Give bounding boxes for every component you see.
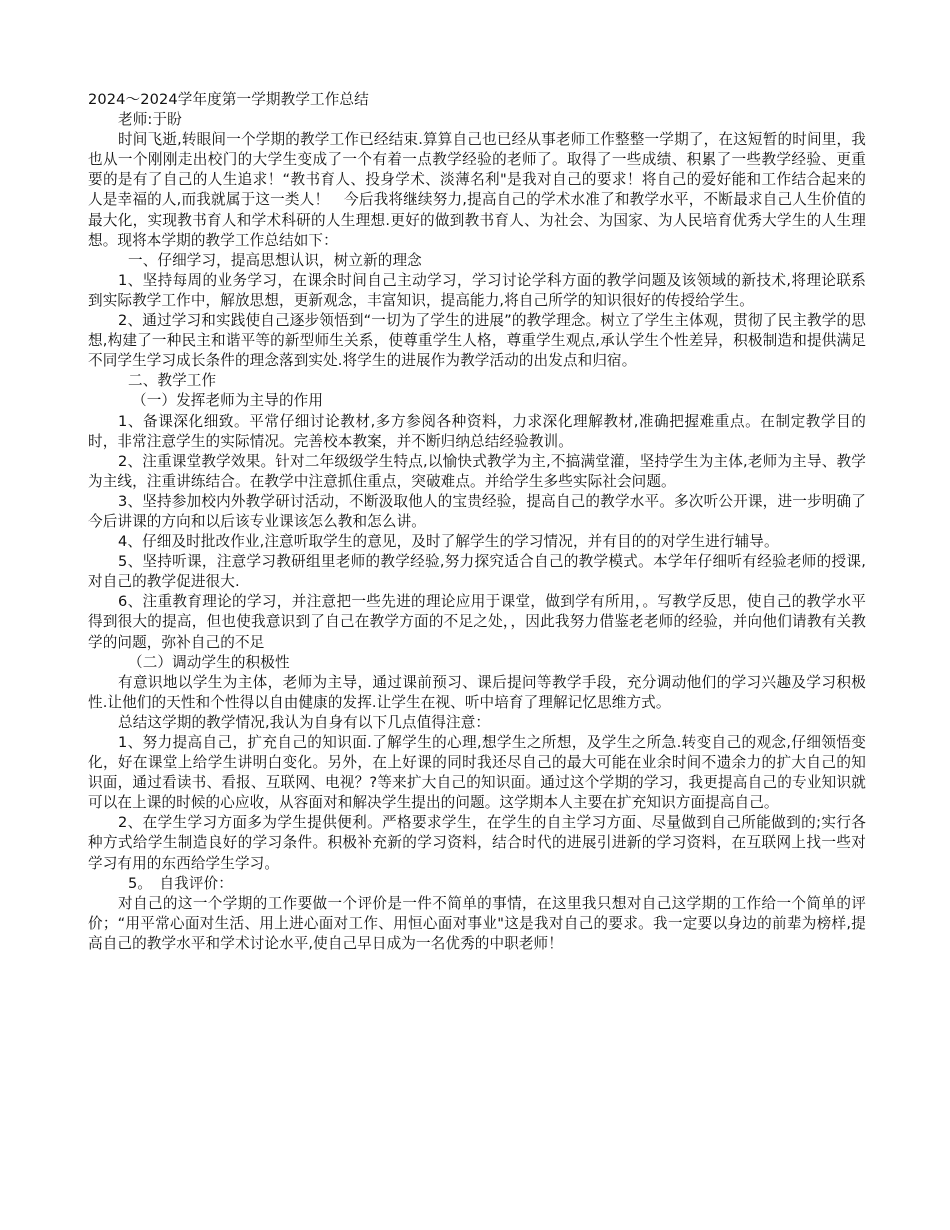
section-2-heading: 二、教学工作 <box>128 372 217 390</box>
summary-intro: 总结这学期的教学情况,我认为自身有以下几点值得注意： <box>118 713 491 731</box>
section-2-sub-2-heading: （二）调动学生的积极性 <box>128 653 290 671</box>
motivation-paragraph: 有意识地以学生为主体，老师为主导，通过课前预习、课后提问等教学手段，充分调动他们的学习兴趣及学习积极性.让他们的天性和个性得以自由健康的发挥.让学生在视、听中培育了理解记忆思维方式。 <box>88 673 866 711</box>
teaching-item-5: 5、坚持听课，注意学习教研组里老师的教学经验,努力探究适合自己的教学模式。本学年仔细听有经验老师的授课,对自己的教学促进很大. <box>88 553 866 591</box>
intro-paragraph: 时间飞逝,转眼间一个学期的教学工作已经结束.算算自己也已经从事老师工作整整一学期了，在这短暂的时间里，我也从一个刚刚走出校门的大学生变成了一个有着一点教学经验的老师了。取得了一些成绩、积累了一些教学经验、更重要的是有了自己的人生追求！“教书育人、投身学术、淡薄名利"是我对自己的要求！将自己的爱好能和工作结合起来的人是幸福的人,而我就属于这一类人！ 今后我将继续努力,提高自己的学术水准了和教学水平，不断最求自己人生价值的最大化，实现教书育人和学术科研的人生理想.更好的做到教书育人、为社会、为国家、为人民培育优秀大学生的人生理想。现将本学期的教学工作总结如下： <box>88 131 866 249</box>
document-page <box>88 90 866 954</box>
self-evaluation-paragraph: 对自己的这一个学期的工作要做一个评价是一件不简单的事情，在这里我只想对自己这学期的工作给一个简单的评价；“用平常心面对生活、用上进心面对工作、用恒心面对事业"这是我对自己的要求。我一定要以身边的前辈为榜样,提高自己的教学水平和学术讨论水平,使自己早日成为一名优秀的中职老师！ <box>88 894 866 952</box>
teaching-item-2: 2、注重课堂教学效果。针对二年级级学生特点,以愉快式教学为主,不搞满堂灌，坚持学生为主体,老师为主导、教学为主线，注重讲练结合。在教学中注意抓住重点，突破难点。并给学生多些实际社会问题。 <box>88 452 866 490</box>
section-1-item-2: 2、通过学习和实践使自己逐步领悟到“一切为了学生的进展”的教学理念。树立了学生主体观，贯彻了民主教学的思想,构建了一种民主和谐平等的新型师生关系，使尊重学生人格，尊重学生观点,承认学生个性差异，积极制造和提供满足不同学生学习成长条件的理念落到实处.将学生的进展作为教学活动的出发点和归宿。 <box>88 312 866 370</box>
teaching-item-6: 6、注重教育理论的学习，并注意把一些先进的理论应用于课堂，做到学有所用，。写教学反思，使自己的教学水平得到很大的提高，但也使我意识到了自己在教学方面的不足之处，，因此我努力借鉴老老师的经验，并向他们请教有关教学的问题，弥补自己的不足 <box>88 593 866 651</box>
teaching-item-3: 3、坚持参加校内外教学研讨活动，不断汲取他人的宝贵经验，提高自己的教学水平。多次听公开课，进一步明确了今后讲课的方向和以后该专业课该怎么教和怎么讲。 <box>88 492 866 530</box>
summary-item-1: 1、努力提高自己，扩充自己的知识面.了解学生的心理,想学生之所想，及学生之所急.转变自己的观念,仔细领悟变化，好在课堂上给学生讲明白变化。另外，在上好课的同时我还尽自己的最大可能在业余时间不遗余力的扩大自己的知识面，通过看读书、看报、互联网、电视？?等来扩大自己的知识面。通过这个学期的学习，我更提高自己的专业知识就可以在上课的时候的心应收，从容面对和解决学生提出的问题。这学期本人主要在扩充知识方面提高自己。 <box>88 734 866 812</box>
self-evaluation-heading: 5。 自我评价： <box>128 874 233 892</box>
section-1-item-1: 1、坚持每周的业务学习，在课余时间自己主动学习，学习讨论学科方面的教学问题及该领域的新技术,将理论联系到实际教学工作中，解放思想，更新观念，丰富知识，提高能力,将自己所学的知识很好的传授给学生。 <box>88 271 866 309</box>
section-2-sub-1-heading: （一）发挥老师为主导的作用 <box>132 392 324 410</box>
teaching-item-1: 1、备课深化细致。平常仔细讨论教材,多方参阅各种资料，力求深化理解教材,准确把握难重点。在制定教学目的时，非常注意学生的实际情况。完善校本教案，并不断归纳总结经验教训。 <box>88 412 866 450</box>
teaching-item-4: 4、仔细及时批改作业,注意听取学生的意见，及时了解学生的学习情况，并有目的的对学生进行辅导。 <box>118 533 779 551</box>
author-line: 老师:于盼 <box>118 111 182 129</box>
section-1-heading: 一、仔细学习，提高思想认识，树立新的理念 <box>128 251 422 269</box>
document-title: 2024～2024学年度第一学期教学工作总结 <box>88 91 369 108</box>
summary-item-2: 2、在学生学习方面多为学生提供便利。严格要求学生，在学生的自主学习方面、尽量做到自己所能做到的;实行各种方式给学生制造良好的学习条件。积极补充新的学习资料，结合时代的进展引进新的学习资料，在互联网上找一些对学习有用的东西给学生学习。 <box>88 814 866 872</box>
